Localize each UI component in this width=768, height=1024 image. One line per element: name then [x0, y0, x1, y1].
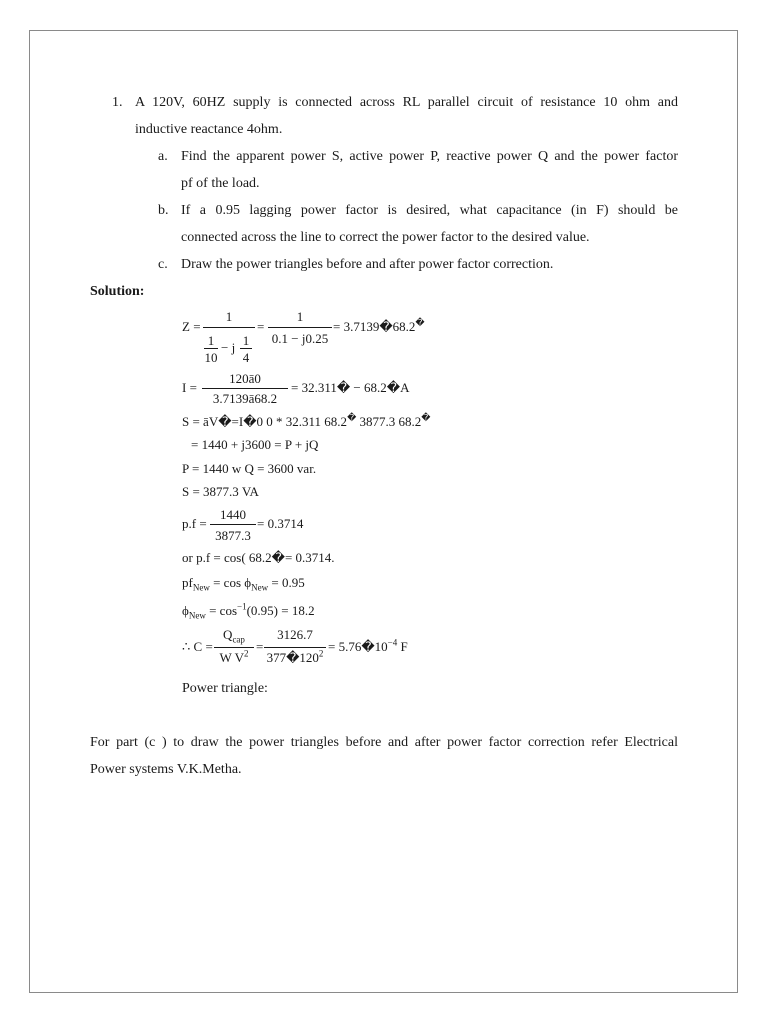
footer-line-1: For part (c ) to draw the power triangles before and after power factor correction refer Electrical: [90, 735, 678, 750]
z-inner-num-2: 1: [242, 333, 250, 348]
part-b-label: b.: [158, 203, 169, 218]
c-den-2: $377�120^2$: [266, 648, 324, 665]
i-lhs: I =: [182, 380, 197, 395]
z-lhs: Z =: [182, 319, 201, 334]
document-page: [29, 30, 738, 993]
pf-cos-line: or p.f = cos( 68.2�= 0.3714.: [182, 550, 335, 565]
s-line-2: = 1440 + j3600 = P + jQ: [191, 437, 319, 452]
part-a-line-1: Find the apparent power S, active power P, reactive power Q and the power factor: [181, 149, 678, 164]
solution-heading: Solution:: [90, 284, 145, 299]
c-num-1: $Q_{cap}$: [223, 627, 245, 645]
i-num: 120ā0: [229, 371, 261, 386]
pq-line: P = 1440 w Q = 3600 var.: [182, 461, 317, 476]
question-number: 1.: [112, 95, 123, 110]
c-den-1: W $V^2$: [219, 648, 249, 665]
pf-den: 3877.3: [215, 528, 251, 543]
s-va-line: S = 3877.3 VA: [182, 484, 259, 499]
z-result: = 3.7139�68.2�: [333, 317, 425, 334]
pf-fraction-bar: [210, 524, 256, 525]
z-num-2: 1: [296, 309, 304, 324]
i-fraction-bar: [202, 388, 288, 389]
z-minus-j: − j: [221, 340, 236, 355]
z-inner-bar-1: [204, 348, 218, 349]
power-triangle-label: Power triangle:: [182, 681, 268, 696]
pf-result: = 0.3714: [257, 516, 304, 531]
part-b-line-1: If a 0.95 lagging power factor is desired, what capacitance (in F) should be: [181, 203, 678, 218]
phi-new-line: $\phi_{New} = \cos^{-1}(0.95) = 18.2$: [182, 601, 315, 621]
z-den-2: 0.1 − j0.25: [271, 331, 329, 346]
part-a-label: a.: [158, 149, 168, 164]
i-result: = 32.311� − 68.2�A: [291, 380, 410, 395]
c-fraction-bar-2: [264, 647, 326, 648]
z-eq: =: [257, 319, 265, 334]
z-inner-num-1: 1: [207, 333, 215, 348]
part-a-line-2: pf of the load.: [181, 176, 260, 191]
s-line-1: S = āV�=I�0 0 * 32.311 68.2� 3877.3 68.2�: [182, 412, 431, 429]
c-num-2: 3126.7: [277, 627, 313, 642]
pf-lhs: p.f =: [182, 516, 207, 531]
c-eq: =: [256, 639, 264, 654]
pf-new-line: $pf_{New} = \cos \phi_{New} = 0.95$: [182, 575, 305, 593]
z-fraction-bar-1: [203, 327, 255, 328]
z-inner-bar-2: [240, 348, 252, 349]
i-den: 3.7139ā68.2: [212, 391, 278, 406]
question-line-1: A 120V, 60HZ supply is connected across RL parallel circuit of resistance 10 ohm and: [135, 95, 678, 110]
footer-line-2: Power systems V.K.Metha.: [90, 762, 242, 777]
c-lhs: ∴ C =: [182, 639, 213, 654]
z-inner-den-1: 10: [204, 350, 218, 365]
part-c-label: c.: [158, 257, 168, 272]
z-num-1: 1: [225, 309, 233, 324]
c-result: = $5.76�10^{-4}$ F: [328, 637, 408, 654]
z-inner-den-2: 4: [242, 350, 250, 365]
question-line-2: inductive reactance 4ohm.: [135, 122, 283, 137]
pf-num: 1440: [220, 507, 246, 522]
part-b-line-2: connected across the line to correct the power factor to the desired value.: [181, 230, 590, 245]
z-fraction-bar-2: [268, 327, 332, 328]
part-c-line-1: Draw the power triangles before and after power factor correction.: [181, 257, 554, 272]
